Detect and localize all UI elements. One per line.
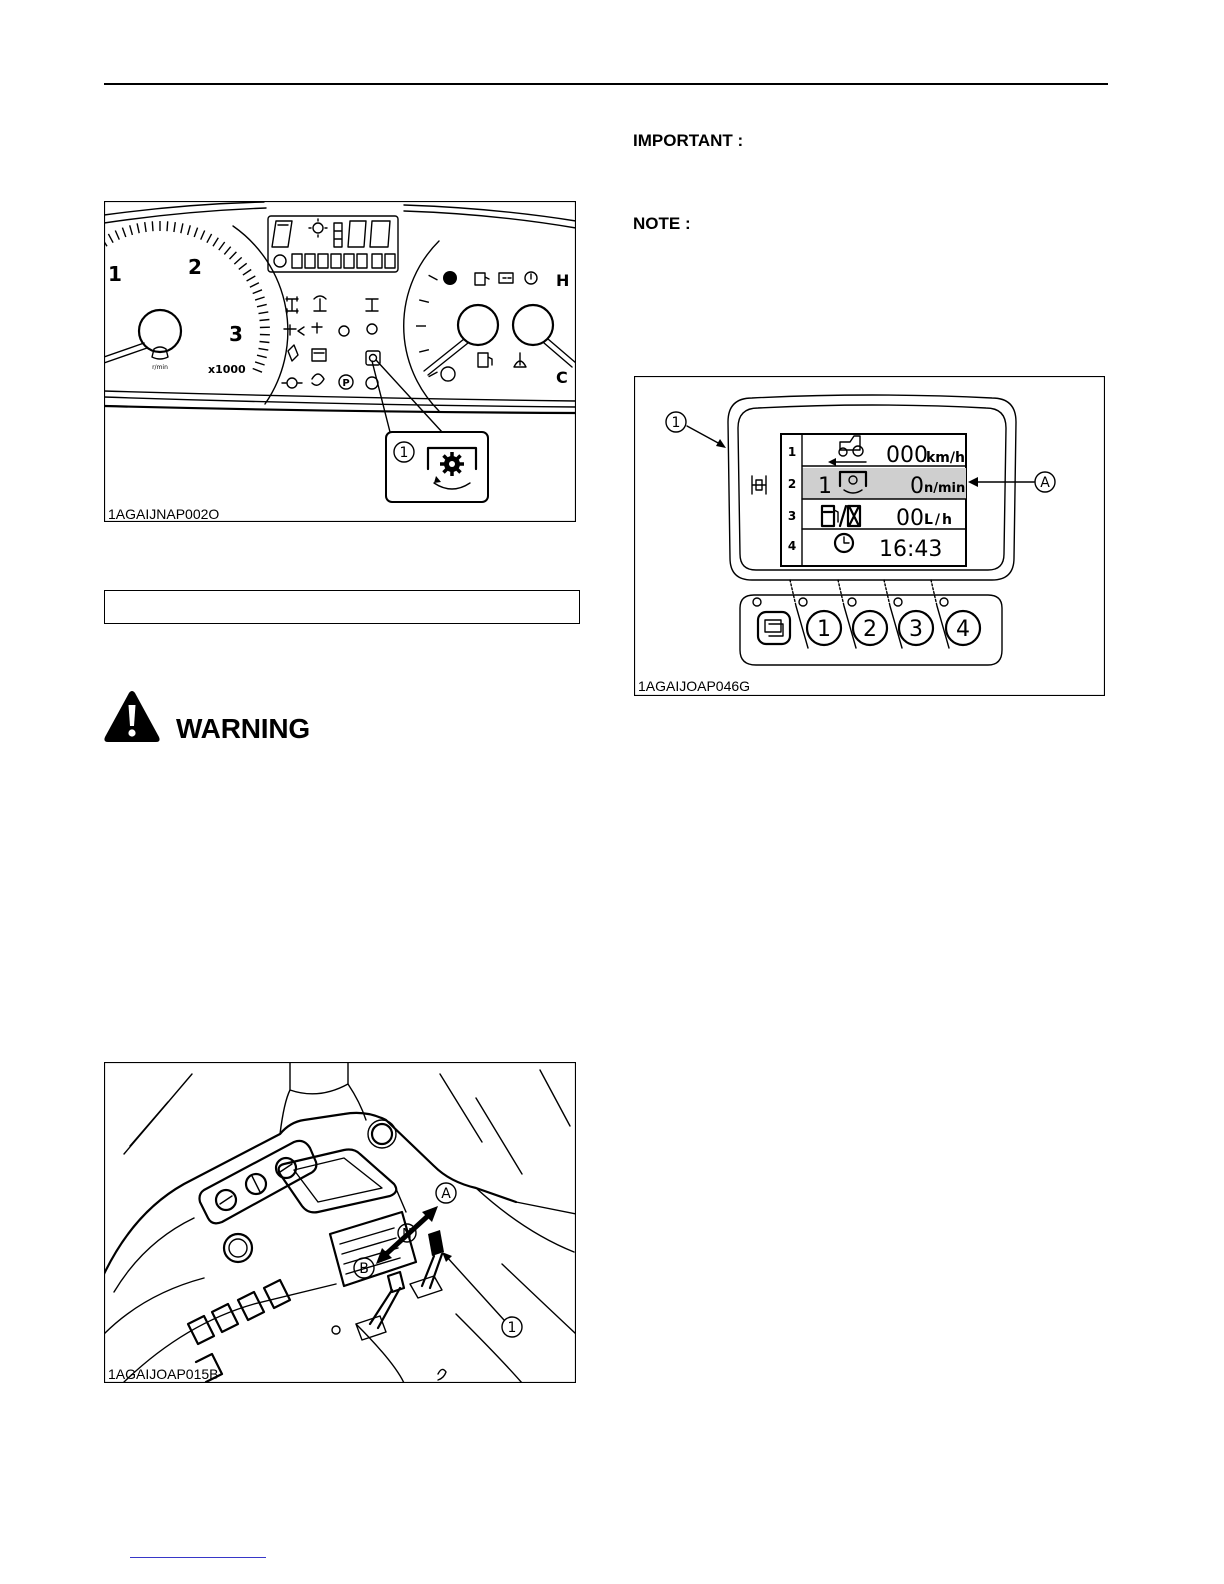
link-underline[interactable] [130,1557,266,1558]
important-heading: IMPORTANT : [633,131,744,150]
tick-mark [167,221,168,231]
monitor-button-4-label: 4 [956,617,970,642]
parking-brake-symbol: P [342,378,350,389]
pto-speed-unit: n/min [924,481,966,496]
fuel-rate-value: 00 [896,506,924,531]
tach-number-2: 2 [188,255,202,279]
row-index-4: 4 [787,539,797,553]
row-index-2: 2 [787,477,797,491]
callout-number: 1 [507,1320,517,1336]
console-illustration [104,1062,576,1383]
empty-note-box [104,590,580,624]
monitor-illustration [634,376,1105,696]
callout-letter: A [1040,475,1050,491]
reverse-label: B [359,1261,369,1277]
lcd-screen [781,434,966,566]
figure-frame [105,202,576,522]
figure-console-lever [104,1062,576,1383]
tach-number-1: 1 [108,262,122,286]
gear-icon [440,452,464,476]
callout-number: 1 [399,445,409,461]
monitor-button-1-label: 1 [817,617,831,642]
instrument-panel-illustration [104,201,576,522]
tick-mark [260,342,270,343]
engine-oil-lamp-icon [443,271,457,285]
tick-mark [260,320,270,321]
callout-number: 1 [671,415,681,431]
header-rule [104,83,1108,85]
figure-caption: 1AGAIJNAP002O [108,506,220,522]
figure-caption: 1AGAIJOAP046G [638,678,751,694]
clock-value: 16:43 [879,537,943,562]
monitor-button-3-label: 3 [909,617,923,642]
figure-instrument-panel [104,201,576,522]
forward-label: A [441,1186,451,1202]
pto-speed-value: 0 [910,474,924,499]
warning-triangle-icon [103,690,161,744]
row-index-3: 3 [787,509,797,523]
tick-mark [152,221,153,231]
figure-caption: 1AGAIJOAP015B [108,1366,219,1382]
row-index-1: 1 [787,445,797,459]
neutral-label: N [402,1227,412,1242]
temp-high-mark: H [556,271,570,290]
figure-monitor-display [634,376,1105,696]
tach-number-3: 3 [229,322,243,346]
note-heading: NOTE : [633,214,691,233]
warning-heading: WARNING [176,713,310,744]
monitor-button-2-label: 2 [863,617,877,642]
tach-unit: x1000 [208,363,246,376]
pto-gear-value: 1 [818,474,832,499]
rpm-label: r/min [152,364,168,371]
ground-speed-unit: km/h [926,450,965,466]
fuel-rate-unit: L/h [924,512,955,528]
temp-low-mark: C [556,368,568,387]
ground-speed-value: 000 [886,443,928,468]
